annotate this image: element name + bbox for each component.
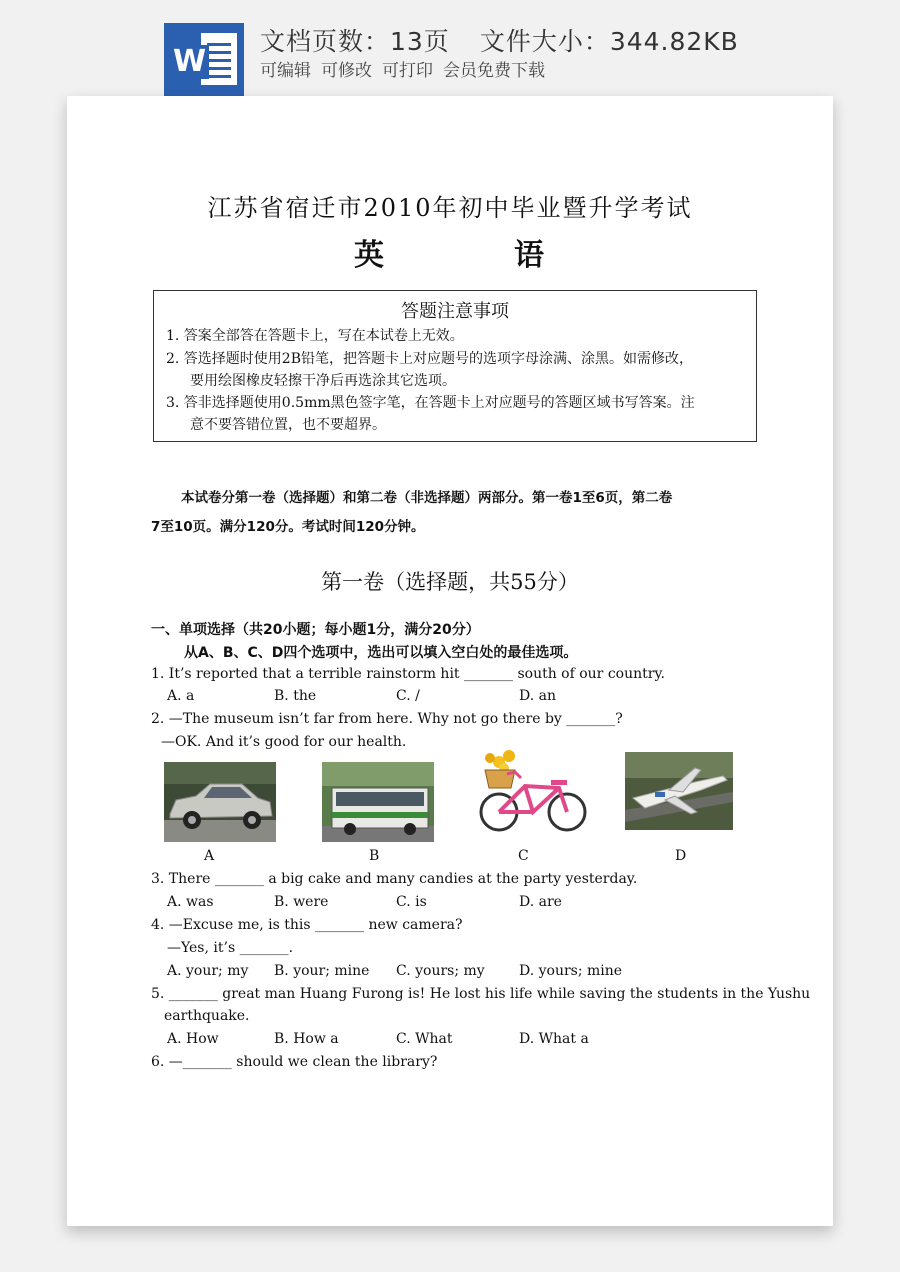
image-label-d: D — [675, 848, 687, 864]
q1-option-c: C. / — [396, 688, 420, 704]
q1-option-a: A. a — [167, 688, 195, 704]
question-6: 6. —_______ should we clean the library? — [151, 1054, 438, 1070]
section-title: 一、单项选择（共20小题；每小题1分，满分20分） — [151, 622, 480, 638]
file-info — [260, 22, 739, 58]
q2-reply: —OK. And it’s good for our health. — [161, 734, 407, 750]
q5-option-c: C. What — [396, 1031, 453, 1047]
image-label-b: B — [369, 848, 380, 864]
q4-option-b: B. your; mine — [274, 963, 370, 979]
notice-item-1: 1. 答案全部答在答题卡上，写在本试卷上无效。 — [166, 328, 464, 344]
q5-option-b: B. How a — [274, 1031, 339, 1047]
intro-line-2: 7至10页。满分120分。考试时间120分钟。 — [151, 519, 425, 535]
subject-char-2: 语 — [514, 238, 544, 273]
q4-reply: —Yes, it’s _______. — [167, 940, 294, 956]
q1-option-d: D. an — [519, 688, 556, 704]
notice-item-2: 2. 答选择题时使用2B铅笔，把答题卡上对应题号的选项字母涂满、涂黑。如需修改， — [166, 351, 694, 367]
feature-modifiable: 可修改 — [321, 61, 372, 81]
document-page — [67, 96, 833, 1226]
car-image — [164, 762, 276, 842]
q5-continuation: earthquake. — [164, 1008, 250, 1024]
q3-option-d: D. are — [519, 894, 562, 910]
feature-member-download: 会员免费下载 — [443, 61, 545, 81]
q4-option-a: A. your; my — [167, 963, 249, 979]
question-2: 2. —The museum isn’t far from here. Why not go there by _______? — [151, 711, 623, 727]
image-label-a: A — [204, 848, 215, 864]
feature-list — [260, 56, 545, 81]
q3-option-c: C. is — [396, 894, 427, 910]
subject-char-1: 英 — [354, 238, 384, 273]
bicycle-image — [475, 742, 593, 838]
word-letter: W — [170, 45, 209, 79]
q1-option-b: B. the — [274, 688, 317, 704]
feature-editable: 可编辑 — [260, 61, 311, 81]
notice-item-3-cont: 意不要答错位置，也不要超界。 — [190, 417, 386, 433]
question-3: 3. There _______ a big cake and many candies at the party yesterday. — [151, 871, 638, 887]
word-doc-icon — [164, 23, 244, 96]
exam-title: 江苏省宿迁市2010年初中毕业暨升学考试 — [207, 194, 693, 222]
q5-option-d: D. What a — [519, 1031, 589, 1047]
airplane-image — [625, 752, 733, 830]
notice-title: 答题注意事项 — [401, 301, 509, 322]
image-label-c: C — [518, 848, 529, 864]
intro-line-1: 本试卷分第一卷（选择题）和第二卷（非选择题）两部分。第一卷1至6页，第二卷 — [181, 490, 673, 506]
volume-title: 第一卷（选择题，共55分） — [321, 570, 579, 594]
bus-image — [322, 762, 434, 842]
file-size: 文件大小：344.82KB — [479, 27, 739, 56]
q3-option-a: A. was — [167, 894, 214, 910]
page-count: 文档页数：13页 — [260, 27, 450, 56]
q5-option-a: A. How — [167, 1031, 219, 1047]
download-banner — [0, 0, 900, 96]
question-1: 1. It’s reported that a terrible rainstorm hit _______ south of our country. — [151, 666, 665, 682]
section-instruction: 从A、B、C、D四个选项中，选出可以填入空白处的最佳选项。 — [184, 645, 578, 661]
q4-option-c: C. yours; my — [396, 963, 485, 979]
q4-option-d: D. yours; mine — [519, 963, 623, 979]
notice-item-2-cont: 要用绘图橡皮轻擦干净后再选涂其它选项。 — [190, 373, 456, 389]
notice-box — [153, 290, 757, 442]
question-5: 5. _______ great man Huang Furong is! He lost his life while saving the students in the Yushu — [151, 986, 811, 1002]
question-4: 4. —Excuse me, is this _______ new camera? — [151, 917, 463, 933]
feature-printable: 可打印 — [382, 61, 433, 81]
notice-item-3: 3. 答非选择题使用0.5mm黑色签字笔，在答题卡上对应题号的答题区域书写答案。注 — [166, 395, 695, 411]
q3-option-b: B. were — [274, 894, 329, 910]
